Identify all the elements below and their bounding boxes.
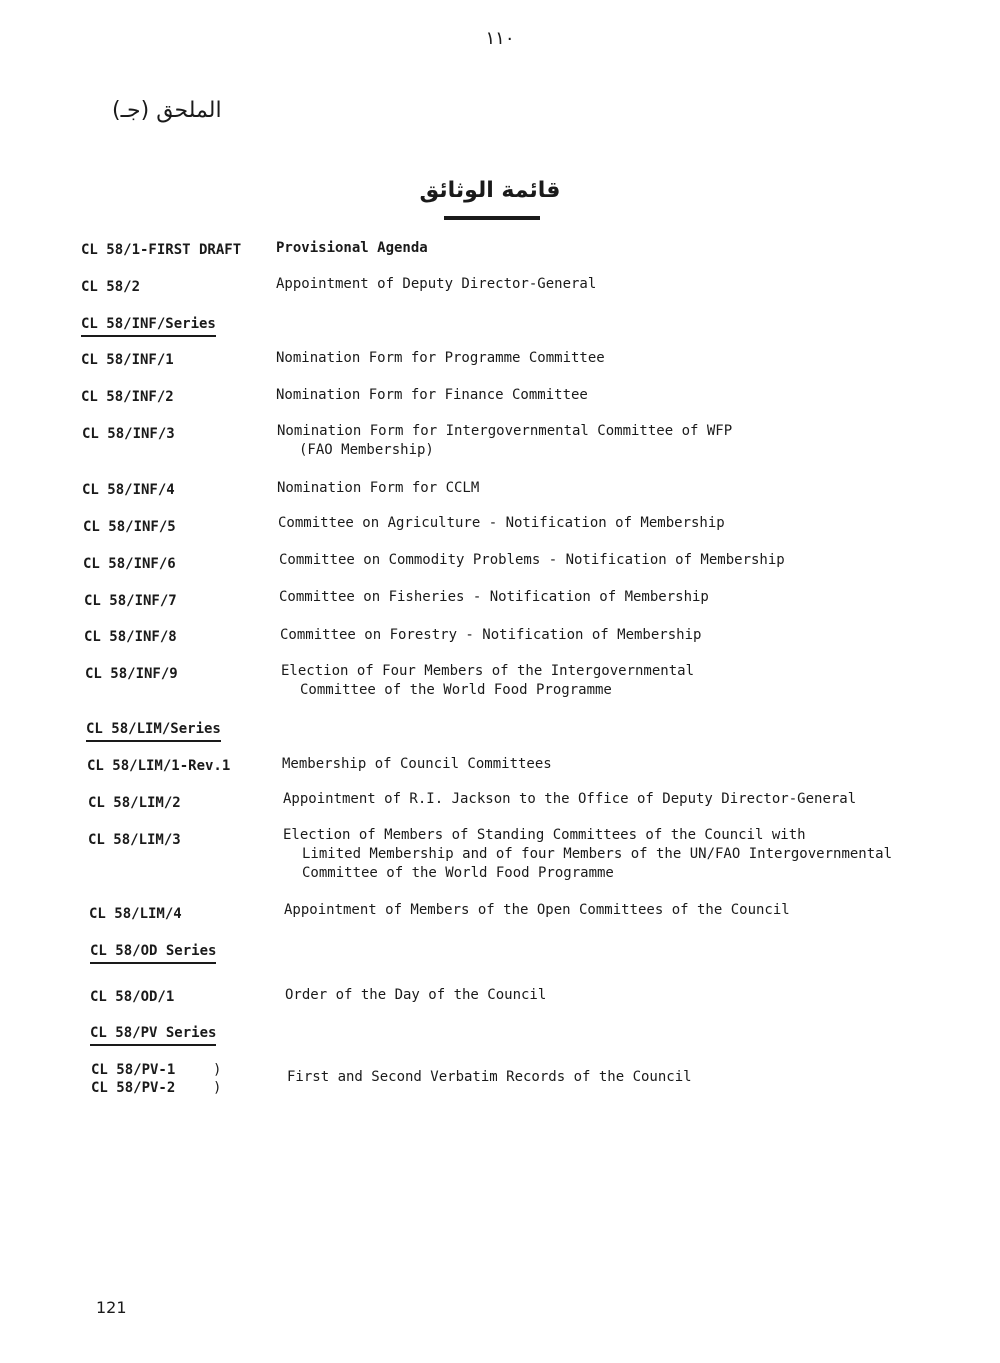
doc-code: CL 58/INF/6 (83, 556, 176, 572)
series-heading-pv: CL 58/PV Series (90, 1024, 216, 1046)
doc-description-continued: Committee of the World Food Programme (302, 865, 614, 881)
doc-description-continued: (FAO Membership) (299, 442, 434, 458)
doc-description: First and Second Verbatim Records of the Council (287, 1069, 692, 1085)
doc-code: CL 58/INF/7 (84, 593, 177, 609)
doc-description: Committee on Fisheries - Notification of Membership (279, 589, 709, 605)
doc-code: CL 58/2 (81, 279, 141, 295)
doc-code: CL 58/LIM/4 (89, 906, 182, 922)
bracket: ) (213, 1080, 222, 1096)
doc-code: CL 58/INF/4 (82, 482, 175, 498)
doc-description: Nomination Form for Programme Committee (276, 350, 605, 366)
doc-code: CL 58/INF/5 (83, 519, 176, 535)
doc-code: CL 58/LIM/1-Rev.1 (87, 758, 231, 774)
doc-code: CL 58/INF/8 (84, 629, 177, 645)
list-of-documents-title: قائمة الوثائق (419, 178, 561, 203)
doc-code: CL 58/INF/1 (81, 352, 174, 368)
doc-description: Appointment of R.I. Jackson to the Office of Deputy Director-General (283, 791, 857, 807)
doc-description: Nomination Form for Finance Committee (276, 387, 588, 403)
doc-code: CL 58/INF/2 (81, 389, 174, 405)
doc-description: Order of the Day of the Council (285, 987, 547, 1003)
doc-code: CL 58/OD/1 (90, 989, 175, 1005)
doc-description: Nomination Form for Intergovernmental Committee of WFP (277, 423, 733, 439)
doc-description: Committee on Forestry - Notification of Membership (280, 627, 702, 643)
page-number-bottom: 121 (96, 1298, 127, 1317)
doc-code: CL 58/INF/3 (82, 426, 175, 442)
doc-description: Election of Members of Standing Committees of the Council with (283, 827, 806, 843)
doc-code: CL 58/1-FIRST DRAFT (81, 242, 242, 258)
doc-code: CL 58/PV-2 (91, 1080, 176, 1096)
bracket: ) (213, 1062, 222, 1078)
doc-description: Provisional Agenda (276, 240, 428, 256)
series-heading-lim: CL 58/LIM/Series (86, 720, 221, 742)
doc-description-continued: Committee of the World Food Programme (300, 682, 612, 698)
doc-code: CL 58/LIM/2 (88, 795, 181, 811)
doc-description: Committee on Commodity Problems - Notification of Membership (279, 552, 785, 568)
doc-description-continued: Limited Membership and of four Members of the UN/FAO Intergovernmental (302, 846, 893, 862)
doc-description: Appointment of Members of the Open Committees of the Council (284, 902, 790, 918)
doc-description: Appointment of Deputy Director-General (276, 276, 597, 292)
annex-title: الملحق (جـ) (112, 98, 222, 123)
doc-description: Election of Four Members of the Intergovernmental (281, 663, 695, 679)
doc-code: CL 58/INF/9 (85, 666, 178, 682)
page-number-top: ١١٠ (485, 28, 515, 49)
doc-description: Committee on Agriculture - Notification of Membership (278, 515, 725, 531)
doc-code: CL 58/LIM/3 (88, 832, 181, 848)
doc-description: Membership of Council Committees (282, 756, 552, 772)
doc-description: Nomination Form for CCLM (277, 480, 480, 496)
series-heading-od: CL 58/OD Series (90, 942, 216, 964)
series-heading-inf: CL 58/INF/Series (81, 315, 216, 337)
doc-code: CL 58/PV-1 (91, 1062, 176, 1078)
